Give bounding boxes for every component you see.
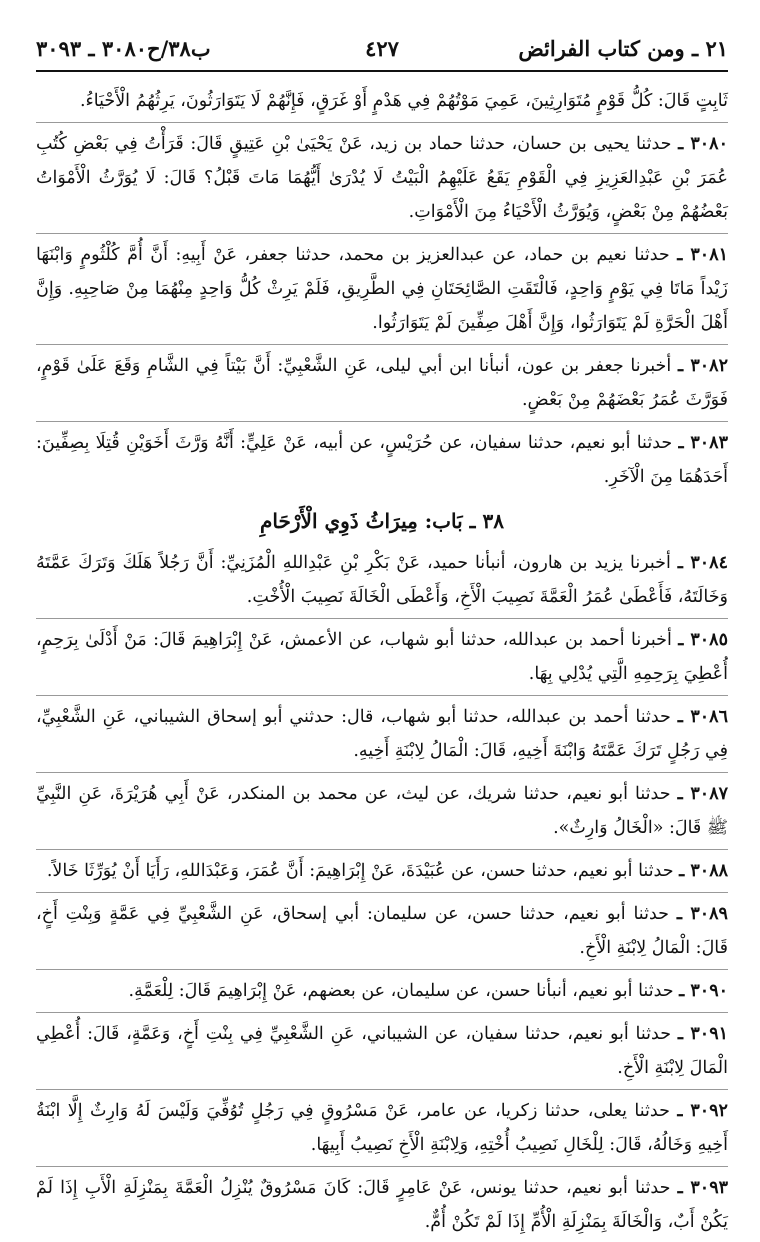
- hadith-text: أخبرنا أحمد بن عبدالله، حدثنا أبو شهاب، عن الأعمش، عَنْ إِبْرَاهِيمَ قَالَ: مَنْ أَدْلَىٰ بِرَحِمٍ، أُعْطِيَ بِرَحِمِهِ الَّتِي يُدْلِي بِهَا.: [36, 630, 728, 684]
- hadith-text: حدثنا يعلى، حدثنا زكريا، عن عامر، عَنْ مَسْرُوقٍ فِي رَجُلٍ تُوُفِّيَ وَلَيْسَ لَهُ وَارِثٌ إِلَّا ابْنَةُ أَخِيهِ وَخَالُهُ، قَالَ: لِلْخَالِ نَصِيبُ أُخْتِهِ، وَلِابْنَةِ الْأَخِ نَصِيبُ أَبِيهَا.: [36, 1101, 728, 1155]
- hadith-number: ٣٠٨٦ ـ: [677, 707, 728, 727]
- hadith-number: ٣٠٨٧ ـ: [677, 784, 728, 804]
- hadith-number: ٣٠٩٢ ـ: [677, 1101, 728, 1121]
- page-body: [36, 84, 728, 1239]
- hadith-text: حدثنا أبو نعيم، حدثنا حسن، عن سليمان: أبي إسحاق، عَنِ الشَّعْبِيِّ فِي عَمَّةٍ وَبِنْتِ أَخٍ، قَالَ: الْمَالُ لِابْنَةِ الْأَخِ.: [36, 904, 728, 958]
- separator: [36, 849, 728, 850]
- hadith-text: أخبرنا يزيد بن هارون، أنبأنا حميد، عَنْ بَكْرِ بْنِ عَبْدِاللهِ الْمُزَنِيِّ: أَنَّ رَجُلاً هَلَكَ وَتَرَكَ عَمَّتَهُ وَخَالَتَهُ، فَأَعْطَىٰ عُمَرُ الْعَمَّةَ نَصِيبَ الْأَخِ، وَأَعْطَى الْخَالَةَ نَصِيبَ الْأُخْتِ.: [36, 553, 728, 607]
- hadith-text: حدثنا أبو نعيم، حدثنا سفيان، عن الشيباني، عَنِ الشَّعْبِيِّ فِي بِنْتِ أَخٍ، وَعَمَّةٍ، قَالَ: أُعْطِي الْمَالَ لِابْنَةِ الْأَخِ.: [36, 1024, 728, 1078]
- chapter-title: ٣٨ ـ بَاب: مِيرَاثُ ذَوِي الْأَرْحَامِ: [260, 509, 504, 533]
- separator: [36, 892, 728, 893]
- hadith-3093: [36, 1171, 728, 1239]
- hadith-3085: [36, 623, 728, 691]
- separator: [36, 618, 728, 619]
- hadith-text: حدثنا أحمد بن عبدالله، حدثنا أبو شهاب، قال: حدثني أبو إسحاق الشيباني، عَنِ الشَّعْبِيِّ، فِي رَجُلٍ تَرَكَ عَمَّتَهُ وَابْنَةَ أَخِيهِ، قَالَ: الْمَالُ لِابْنَةِ أَخِيهِ.: [36, 707, 728, 761]
- hadith-text: حدثنا يحيى بن حسان، حدثنا حماد بن زيد، عَنْ يَحْيَىٰ بْنِ عَتِيقٍ قَالَ: قَرَأْتُ فِي بَعْضِ كُتُبِ عُمَرَ بْنِ عَبْدِالعَزِيزِ فِي الْقَوْمِ يَقَعُ عَلَيْهِمُ الْبَيْتُ لَا يُدْرَىٰ أَيُّهُمَا مَاتَ قَبْلُ؟ قَالَ: لَا يُوَرَّثُ الْأَمْوَاتُ بَعْضُهُمْ مِنْ بَعْضٍ، وَيُوَرَّثُ الْأَحْيَاءُ مِنَ الْأَمْوَاتِ.: [36, 134, 728, 222]
- hadith-number: ٣٠٩٣ ـ: [677, 1178, 728, 1198]
- page-header: [36, 28, 728, 72]
- hadith-3091: [36, 1017, 728, 1085]
- hadith-3082: [36, 349, 728, 417]
- separator: [36, 233, 728, 234]
- separator: [36, 421, 728, 422]
- hadith-text: حدثنا أبو نعيم، أنبأنا حسن، عن سليمان، عن بعضهم، عَنْ إِبْرَاهِيمَ قَالَ: لِلْعَمَّةِ.: [128, 981, 674, 1001]
- hadith-text: حدثنا نعيم بن حماد، عن عبدالعزيز بن محمد، حدثنا جعفر، عَنْ أَبِيهِ: أَنَّ أُمَّ كُلْثُومٍ وَابْنَهَا زَيْداً مَاتَا فِي يَوْمٍ وَاحِدٍ، فَالْتَقَتِ الصَّائِحَتَانِ فِي الطَّرِيقِ، فَلَمْ يَرِثْ كُلُّ وَاحِدٍ مِنْهُمَا مِنْ صَاحِبِهِ. وَإِنَّ أَهْلَ الْحَرَّةِ لَمْ يَتَوَارَثُوا، وَإِنَّ أَهْلَ صِفِّينَ لَمْ يَتَوَارَثُوا.: [36, 245, 728, 333]
- hadith-text: حدثنا أبو نعيم، حدثنا سفيان، عن حُرَيْسٍ، عن أبيه، عَنْ عَلِيٍّ: أَنَّهُ وَرَّثَ أَخَوَيْنِ قُتِلَا بِصِفِّينَ: أَحَدَهُمَا مِنَ الْآخَرِ.: [36, 433, 728, 487]
- hadith-3080: [36, 127, 728, 229]
- hadith-3087: [36, 777, 728, 845]
- hadith-3092: [36, 1094, 728, 1162]
- hadith-text: حدثنا أبو نعيم، حدثنا حسن، عن عُبَيْدَةَ، عَنْ إِبْرَاهِيمَ: أَنَّ عُمَرَ، وَعَبْدَاللهِ، رَأَيَا أَنْ يُوَرِّثَا خَالاً.: [46, 861, 674, 881]
- separator: [36, 122, 728, 123]
- header-range: ب٣٨/ح٣٠٨٠ ـ ٣٠٩٣: [36, 36, 211, 61]
- separator: [36, 772, 728, 773]
- hadith-3089: [36, 897, 728, 965]
- page-number: ٤٢٧: [365, 36, 399, 61]
- hadith-text: حدثنا أبو نعيم، حدثنا شريك، عن ليث، عن محمد بن المنكدر، عَنْ أَبِي هُرَيْرَةَ، عَنِ النَّبِيِّ ﷺ قَالَ: «الْخَالُ وَارِثٌ».: [36, 784, 728, 838]
- hadith-3084: [36, 546, 728, 614]
- separator: [36, 1166, 728, 1167]
- hadith-number: ٣٠٨٠ ـ: [678, 134, 728, 154]
- hadith-number: ٣٠٨٩ ـ: [676, 904, 728, 924]
- hadith-number: ٣٠٩٠ ـ: [679, 981, 728, 1001]
- book-page: [36, 28, 728, 1242]
- separator: [36, 1089, 728, 1090]
- hadith-text: أخبرنا جعفر بن عون، أنبأنا ابن أبي ليلى، عَنِ الشَّعْبِيِّ: أَنَّ بَيْتاً فِي الشَّامِ وَقَعَ عَلَىٰ قَوْمٍ، فَوَرَّثَ عُمَرُ بَعْضَهُمْ مِنْ بَعْضٍ.: [36, 356, 728, 410]
- hadith-text: حدثنا أبو نعيم، حدثنا يونس، عَنْ عَامِرٍ قَالَ: كَانَ مَسْرُوقٌ يُنْزِلُ الْعَمَّةَ بِمَنْزِلَةِ الْأَبِ إِذَا لَمْ يَكُنْ أَبٌ، وَالْخَالَةَ بِمَنْزِلَةِ الْأُمِّ إِذَا لَمْ تَكُنْ أُمٌّ.: [36, 1178, 728, 1232]
- hadith-3090: [36, 974, 728, 1008]
- hadith-number: ٣٠٨٥ ـ: [678, 630, 728, 650]
- hadith-number: ٣٠٨٣ ـ: [678, 433, 728, 453]
- hadith-number: ٣٠٨٨ ـ: [679, 861, 728, 881]
- hadith-number: ٣٠٨١ ـ: [677, 245, 728, 265]
- hadith-3086: [36, 700, 728, 768]
- hadith-number: ٣٠٩١ ـ: [677, 1024, 728, 1044]
- header-chapter: ٢١ ـ ومن كتاب الفرائض: [518, 36, 728, 61]
- hadith-3088: [36, 854, 728, 888]
- continuation-text: ثَابِتٍ قَالَ: كُلُّ قَوْمٍ مُتَوَارِثِينَ، عَمِيَ مَوْتُهُمْ فِي هَدْمٍ أَوْ غَرَقٍ، فَإِنَّهُمْ لَا يَتَوَارَثُونَ، يَرِثُهُمُ الْأَحْيَاءُ.: [79, 91, 728, 111]
- hadith-number: ٣٠٨٤ ـ: [677, 553, 728, 573]
- hadith-3083: [36, 426, 728, 494]
- hadith-3081: [36, 238, 728, 340]
- separator: [36, 1012, 728, 1013]
- separator: [36, 695, 728, 696]
- separator: [36, 344, 728, 345]
- hadith-number: ٣٠٨٢ ـ: [677, 356, 728, 376]
- separator: [36, 969, 728, 970]
